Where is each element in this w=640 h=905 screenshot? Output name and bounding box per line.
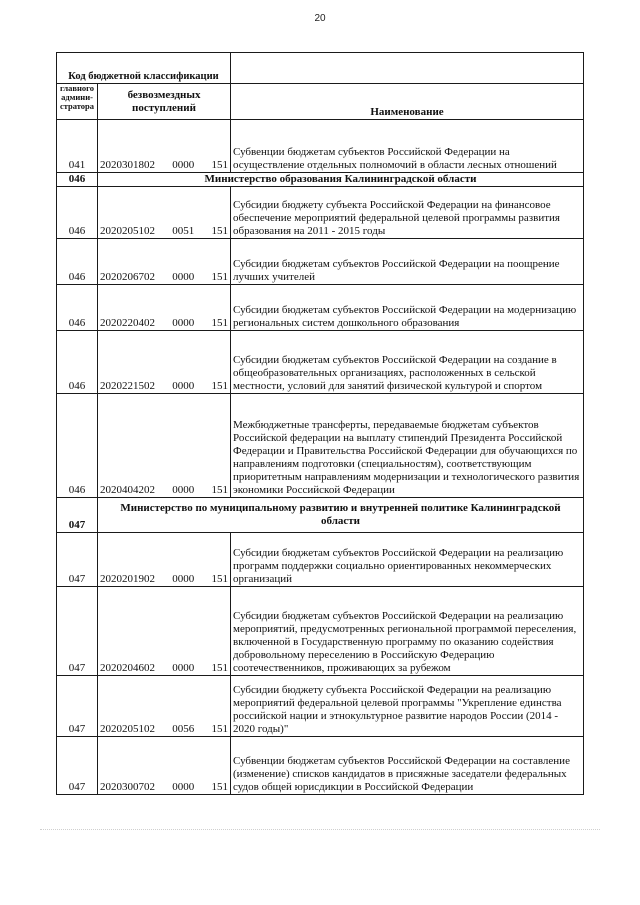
table-row [57, 285, 584, 331]
income-code [98, 394, 231, 498]
code-sub: 0051 [172, 225, 195, 237]
code-kind: 151 [211, 573, 228, 585]
item-name: Субсидии бюджету субъекта Российской Федерации на реализацию мероприятий федеральной целевой программы "Укрепление единства российской нации и этнокультурное развитие народов России (2014 - 2020 годы)" [231, 676, 584, 737]
item-name: Межбюджетные трансферты, передаваемые бюджетам субъектов Российской федерации на выплату стипендий Президента Российской Федерации и Правительства Российской Федерации для обучающихся по направлениям подготовки (специальностям), соответствующим приоритетным направлениям модернизации и технологического развития экономики Российской Федерации [231, 394, 584, 498]
code-kind: 151 [211, 781, 228, 793]
header-name-label: Наименование [231, 84, 584, 120]
item-name: Субсидии бюджетам субъектов Российской Федерации на создание в общеобразовательных организациях, расположенных в сельской местности, условий для занятий физической культурой и спортом [231, 331, 584, 394]
table-row [57, 737, 584, 795]
table-row [57, 533, 584, 587]
table-row [57, 187, 584, 239]
code-main: 2020205102 [100, 225, 155, 237]
item-name: Субвенции бюджетам субъектов Российской Федерации на осуществление отдельных полномочий в области лесных отношений [231, 120, 584, 173]
scan-artifact-line [40, 829, 600, 831]
header-code-label: безвозмездных поступлений [98, 84, 231, 120]
income-code [98, 533, 231, 587]
item-name: Субсидии бюджетам субъектов Российской Федерации на реализацию мероприятий, предусмотренных региональной программой переселения, включенной в Государственную программу по оказанию содействия добровольному переселению в Российскую Федерацию соотечественников, проживающих за рубежом [231, 587, 584, 676]
income-code [98, 737, 231, 795]
admin-code: 041 [57, 120, 98, 173]
item-name: Субсидии бюджетам субъектов Российской Федерации на поощрение лучших учителей [231, 239, 584, 285]
code-main: 2020301802 [100, 159, 155, 171]
income-code [98, 285, 231, 331]
admin-code: 046 [57, 285, 98, 331]
admin-code: 046 [57, 394, 98, 498]
code-main: 2020221502 [100, 380, 155, 392]
header-admin-label: главного админи-стратора [57, 84, 98, 120]
code-main: 2020220402 [100, 317, 155, 329]
admin-code: 046 [57, 239, 98, 285]
code-main: 2020205102 [100, 723, 155, 735]
admin-code: 046 [57, 187, 98, 239]
code-sub: 0000 [172, 271, 195, 283]
code-kind: 151 [211, 662, 228, 674]
code-main: 2020201902 [100, 573, 155, 585]
code-kind: 151 [211, 225, 228, 237]
item-name: Субсидии бюджетам субъектов Российской Федерации на реализацию программ поддержки социально ориентированных некоммерческих организаций [231, 533, 584, 587]
table-row [57, 120, 584, 173]
code-kind: 151 [211, 723, 228, 735]
ministry-row [57, 498, 584, 533]
code-kind: 151 [211, 380, 228, 392]
code-kind: 151 [211, 484, 228, 496]
table-row [57, 239, 584, 285]
income-code [98, 239, 231, 285]
code-sub: 0000 [172, 573, 195, 585]
admin-code: 047 [57, 587, 98, 676]
item-name: Субсидии бюджету субъекта Российской Федерации на финансовое обеспечение мероприятий федеральной целевой программы развития образования на 2011 - 2015 годы [231, 187, 584, 239]
income-code [98, 187, 231, 239]
code-kind: 151 [211, 271, 228, 283]
income-code [98, 676, 231, 737]
code-sub: 0000 [172, 159, 195, 171]
income-code [98, 587, 231, 676]
code-sub: 0000 [172, 781, 195, 793]
code-main: 2020300702 [100, 781, 155, 793]
code-kind: 151 [211, 317, 228, 329]
item-name: Субвенции бюджетам субъектов Российской Федерации на составление (изменение) списков кандидатов в присяжные заседатели федеральных судов общей юрисдикции в Российской Федерации [231, 737, 584, 795]
code-sub: 0056 [172, 723, 195, 735]
table-row [57, 587, 584, 676]
ministry-name: Министерство образования Калининградской области [98, 173, 584, 187]
admin-code: 047 [57, 533, 98, 587]
code-main: 2020206702 [100, 271, 155, 283]
table-row [57, 394, 584, 498]
header-group-title: Код бюджетной классификации [57, 53, 231, 84]
table-row [57, 331, 584, 394]
budget-classification-table [56, 52, 584, 795]
code-sub: 0000 [172, 317, 195, 329]
income-code [98, 120, 231, 173]
code-sub: 0000 [172, 484, 195, 496]
income-code [98, 331, 231, 394]
admin-code: 046 [57, 331, 98, 394]
header-empty-cell [231, 53, 584, 84]
code-main: 2020404202 [100, 484, 155, 496]
code-sub: 0000 [172, 380, 195, 392]
page-number: 20 [314, 13, 326, 24]
code-kind: 151 [211, 159, 228, 171]
ministry-name: Министерство по муниципальному развитию и внутренней политике Калининградской области [98, 498, 584, 533]
admin-code: 047 [57, 737, 98, 795]
table-row [57, 676, 584, 737]
item-name: Субсидии бюджетам субъектов Российской Федерации на модернизацию региональных систем дошкольного образования [231, 285, 584, 331]
admin-code: 047 [57, 498, 98, 533]
ministry-row [57, 173, 584, 187]
code-main: 2020204602 [100, 662, 155, 674]
admin-code: 047 [57, 676, 98, 737]
code-sub: 0000 [172, 662, 195, 674]
admin-code: 046 [57, 173, 98, 187]
